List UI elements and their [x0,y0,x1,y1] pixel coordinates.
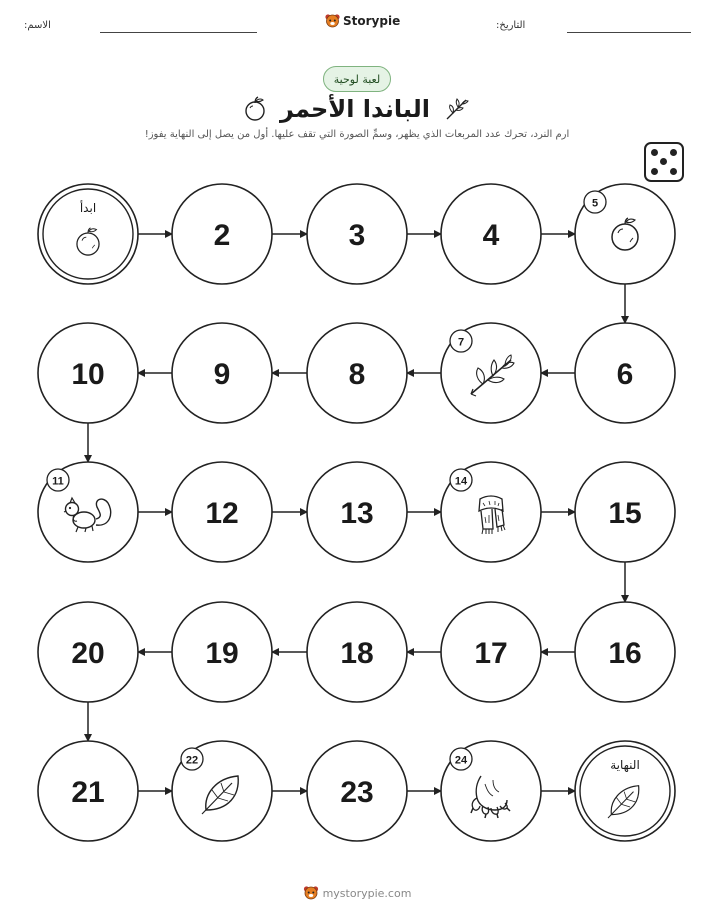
board-space [441,323,541,423]
date-label: التاريخ: [496,20,526,31]
finish-label: النهاية [610,758,640,772]
space-number: 7 [457,336,465,349]
board-space [172,184,272,284]
space-number: 24 [454,754,468,767]
page-title: الباندا الأحمر [280,95,430,123]
board-space [307,462,407,562]
board-space [575,462,675,562]
space-number: 11 [52,475,64,488]
board-space [441,184,541,284]
board-space [38,184,138,284]
name-label: الاسم: [24,20,51,31]
space-number: 4 [482,219,500,252]
board-space [575,323,675,423]
instructions: ارم النرد، تحرك عدد المربعات الذي يظهر، وسمِّ الصورة التي تقف عليها. أول من يصل إلى النهاية يفوز! [144,129,570,140]
space-number: 23 [340,776,374,809]
space-number: 14 [454,475,468,488]
board-spaces [38,184,675,841]
space-number: 17 [474,637,508,670]
board-space [172,462,272,562]
game-type-badge: لعبة لوحية [323,66,391,92]
board-space [441,462,541,562]
panda-logo-icon [303,885,319,901]
footer-url[interactable]: mystorypie.com [322,886,412,900]
board-space [38,323,138,423]
space-number: 6 [616,358,634,391]
space-number: 2 [213,219,231,252]
board-space [172,741,272,841]
board-space [38,602,138,702]
space-number: 13 [340,497,374,530]
footer [0,885,714,901]
space-number: 8 [348,358,366,391]
space-number: 19 [205,637,239,670]
board-space [38,462,138,562]
board-space [172,323,272,423]
space-number: 16 [608,637,642,670]
board-space [575,184,675,284]
brand-name: Storypie [343,14,401,28]
space-number: 3 [348,219,366,252]
board-space [307,323,407,423]
space-circle [38,184,138,284]
board-space [575,741,675,841]
board-space [307,184,407,284]
space-circle [575,741,675,841]
board-space [307,741,407,841]
start-label: ابدأ [79,201,97,215]
board-space [575,602,675,702]
space-number: 22 [185,754,199,767]
space-number: 9 [213,358,231,391]
space-number: 10 [71,358,105,391]
board-space [441,602,541,702]
board-space [441,741,541,841]
space-number: 15 [608,497,642,530]
board-space [307,602,407,702]
space-number: 21 [71,776,105,809]
space-number: 12 [205,497,239,530]
board-space [172,602,272,702]
board-space [38,741,138,841]
space-number: 5 [591,197,599,210]
space-number: 20 [71,637,105,670]
space-number: 18 [340,637,374,670]
